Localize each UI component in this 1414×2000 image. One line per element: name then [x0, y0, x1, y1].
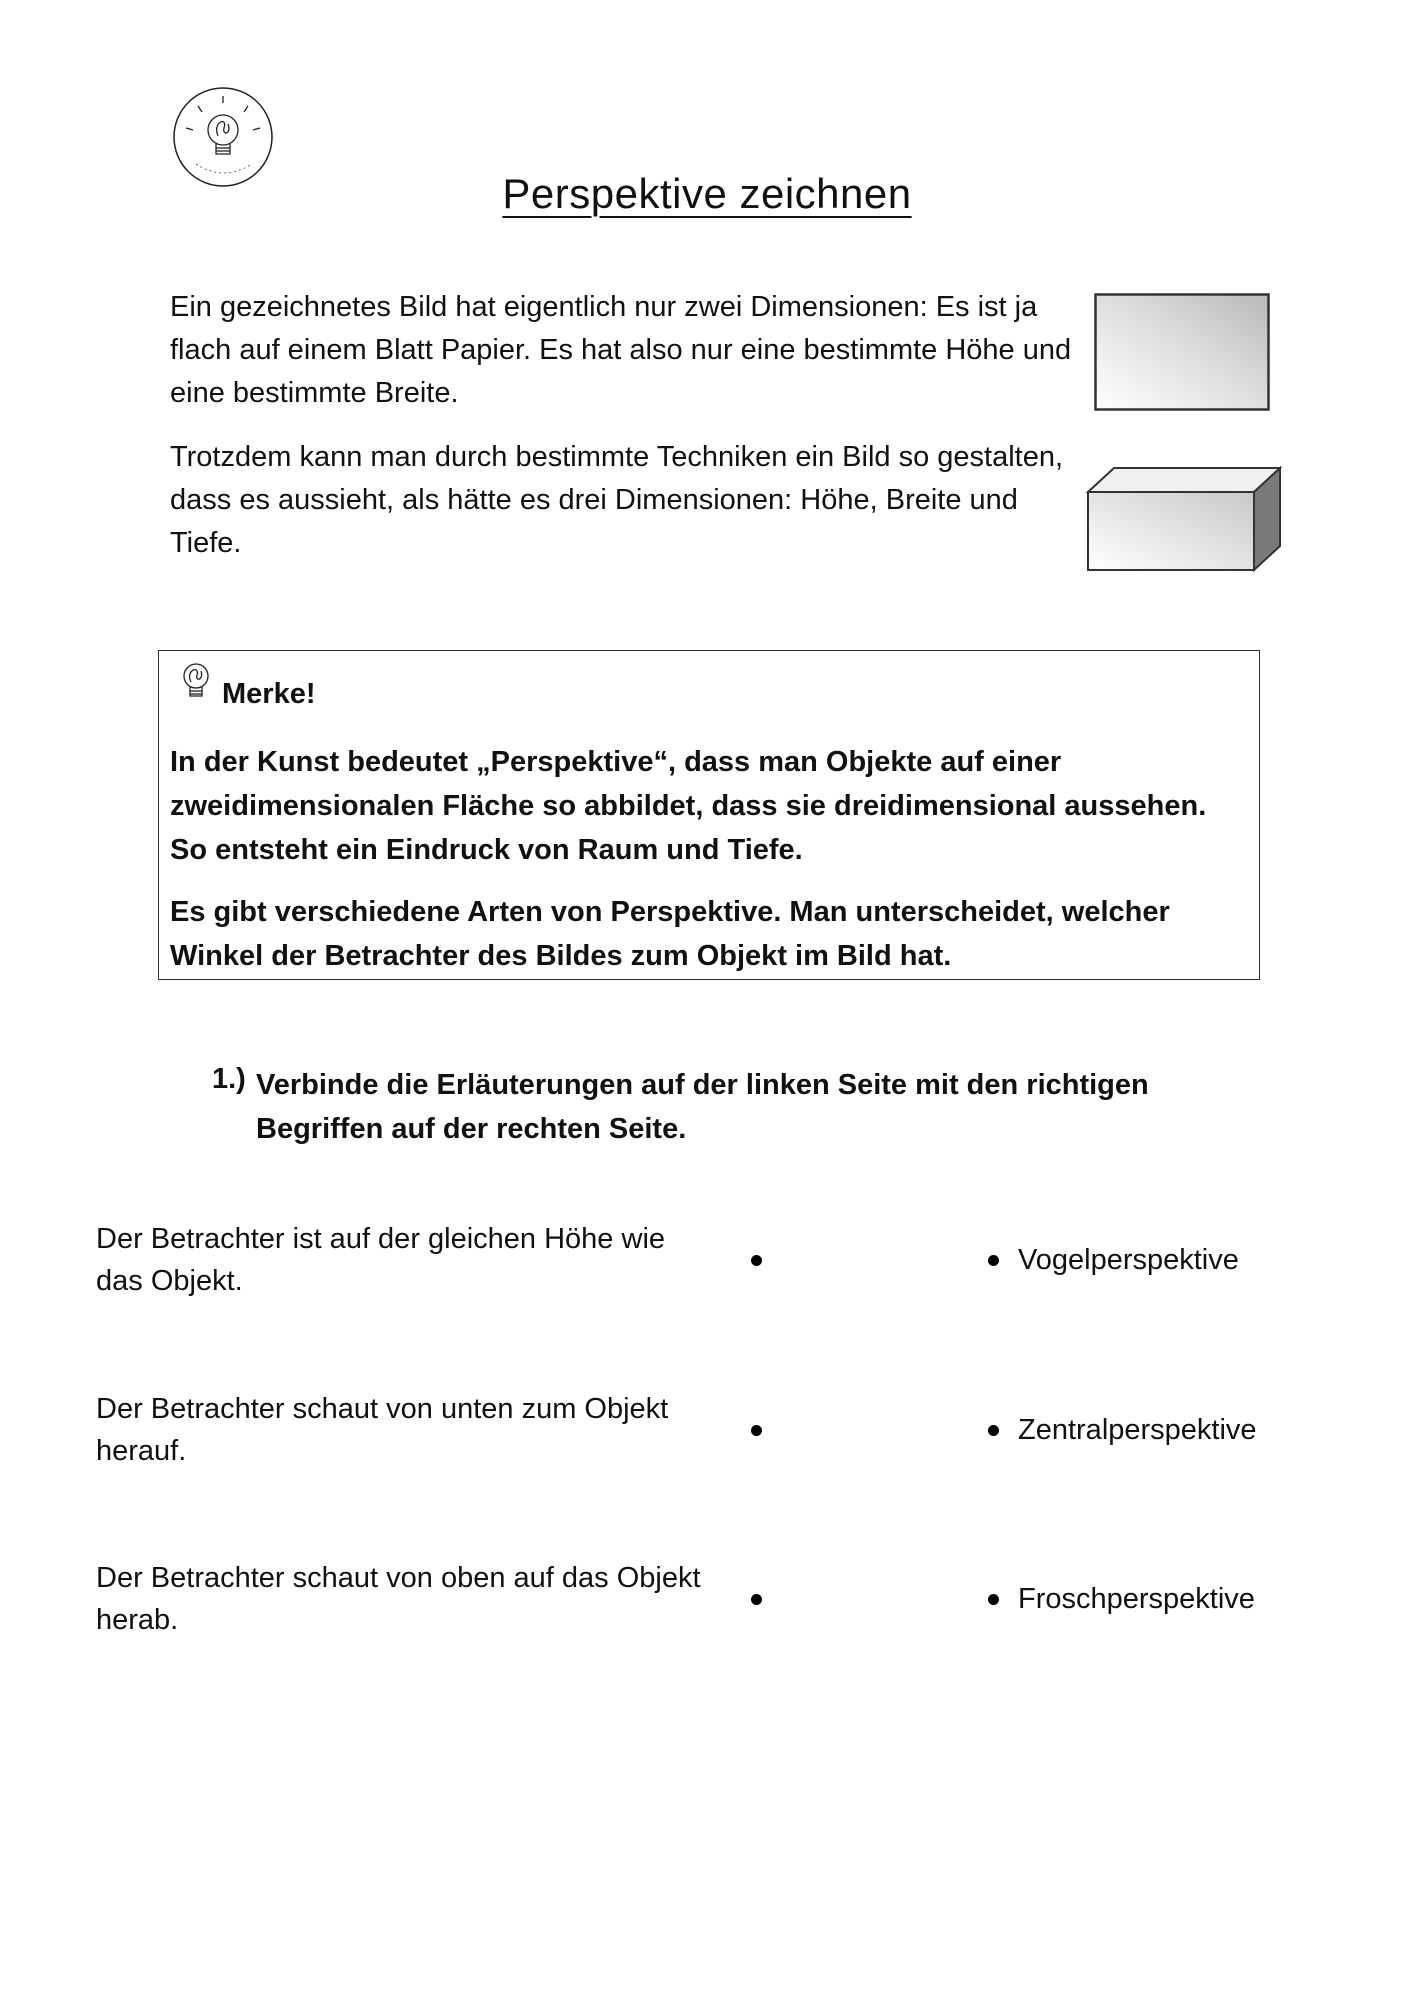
- merke-paragraph-1: In der Kunst bedeutet „Perspektive“, dass man Objekte auf einer zweidimensionalen Fläche so abbildet, dass sie dreidimensional aussehen. So entsteht ein Eindruck von Raum und Tiefe.: [170, 746, 1207, 866]
- term-froschperspektive: Froschperspektive: [1018, 1583, 1255, 1615]
- connection-dot-right[interactable]: [988, 1425, 999, 1436]
- connection-dot-right[interactable]: [988, 1594, 999, 1605]
- term-vogelperspektive: Vogelperspektive: [1018, 1244, 1239, 1276]
- merke-paragraph-2: Es gibt verschiedene Arten von Perspektive. Man unterscheidet, welcher Winkel der Betrachter des Bildes zum Objekt im Bild hat.: [170, 896, 1170, 972]
- connection-dot-left[interactable]: [751, 1425, 762, 1436]
- connection-dot-right[interactable]: [988, 1255, 999, 1266]
- connection-dot-left[interactable]: [751, 1594, 762, 1605]
- description-item: Der Betrachter ist auf der gleichen Höhe wie das Objekt.: [96, 1223, 666, 1297]
- flat-rectangle-illustration: [1094, 293, 1270, 411]
- connection-dot-left[interactable]: [751, 1255, 762, 1266]
- task-number: 1.): [212, 1063, 246, 1095]
- merke-heading: Merke!: [222, 678, 316, 710]
- description-item: Der Betrachter schaut von unten zum Objekt herauf.: [96, 1393, 669, 1467]
- task-instruction: Verbinde die Erläuterungen auf der linken Seite mit den richtigen Begriffen auf der rechten Seite.: [256, 1069, 1149, 1145]
- intro-paragraph-2: Trotzdem kann man durch bestimmte Techniken ein Bild so gestalten, dass es aussieht, als hätte es drei Dimensionen: Höhe, Breite und Tiefe.: [170, 441, 1064, 559]
- term-zentralperspektive: Zentralperspektive: [1018, 1414, 1257, 1446]
- cuboid-illustration: [1086, 464, 1282, 572]
- intro-paragraph-1: Ein gezeichnetes Bild hat eigentlich nur zwei Dimensionen: Es ist ja flach auf einem Blatt Papier. Es hat also nur eine bestimmte Höhe und eine bestimmte Breite.: [170, 291, 1072, 409]
- description-item: Der Betrachter schaut von oben auf das Objekt herab.: [96, 1562, 701, 1636]
- lightbulb-icon: [176, 660, 218, 706]
- page-title: Perspektive zeichnen: [502, 170, 912, 217]
